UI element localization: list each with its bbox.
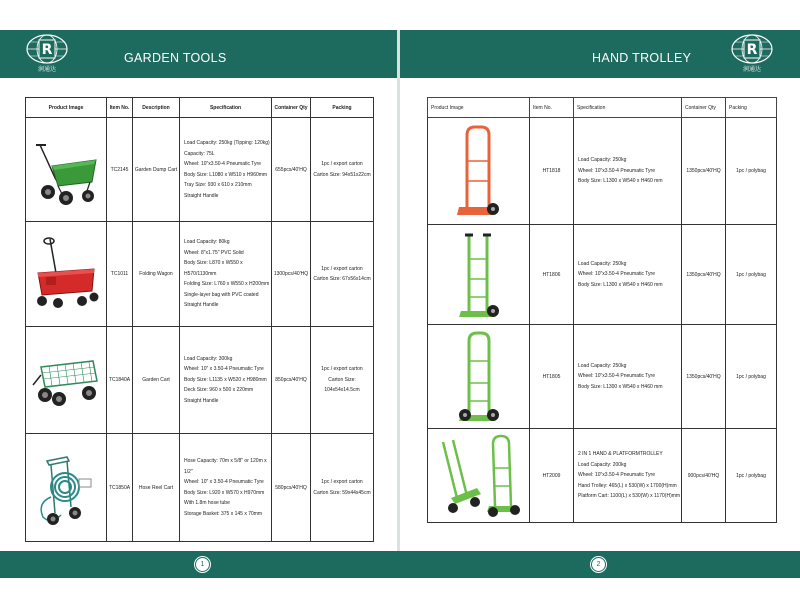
packing: 1pc / polybag (726, 429, 777, 523)
spec-line: Deck Size: 960 x 500 x 220mm (184, 387, 254, 394)
spec-line: Wheel: 10"x3.50-4 Pneumatic Tyre (578, 472, 655, 479)
packing: 1pc / polybag (726, 118, 777, 225)
green-mesh-garden-cart-image (27, 345, 105, 415)
table-row (428, 429, 777, 523)
spec-line: Body Size: L1300 x W540 x H460 mm (578, 383, 663, 390)
spec-line: Hand Trolley: 465(L) x 530(W) x 1700(H)mm (578, 482, 677, 489)
hand-trolley-table (427, 97, 777, 523)
packing-line: 1pc / export carton (321, 479, 363, 485)
table-row (26, 222, 374, 327)
green-dump-cart-image (28, 130, 104, 210)
spec-line: Straight Handle (184, 397, 219, 404)
left-logo (22, 33, 72, 75)
table-row (428, 118, 777, 225)
spec-line: Body Size: L870 x W550 x H570/1130mm (184, 260, 243, 277)
container-qty: 850pcs/40'HQ (272, 327, 311, 434)
spec-line: Wheel: 10" x 3.50-4 Pneumatic Tyre (184, 479, 264, 485)
spec-line: Hose Capacity: 70m x 5/8" or 120m x 1/2" (184, 458, 267, 475)
packing-line: Carton Size: 94x51x22cm (313, 171, 371, 178)
globe-logo-icon (727, 33, 777, 65)
description: Garden Cart (133, 327, 180, 434)
packing-line: Carton Size: 104x54x14.5cm (324, 376, 360, 394)
hose-reel-cart-image (31, 447, 101, 529)
product-image-cell (428, 325, 530, 429)
specification (574, 429, 682, 523)
col-header: Product Image (26, 98, 107, 118)
spec-line: Body Size: L1300 x W540 x H460 mm (578, 281, 663, 288)
container-qty: 655pcs/40'HQ (272, 118, 311, 222)
specification (180, 118, 272, 222)
page-number-left: 1 (195, 557, 210, 572)
spec-line: Load Capacity: 200kg (578, 461, 627, 468)
container-qty: 1350pcs/40'HQ (682, 118, 726, 225)
container-qty: 580pcs/40'HQ (272, 434, 311, 542)
container-qty: 1350pcs/40'HQ (682, 225, 726, 325)
specification (574, 118, 682, 225)
page-gutter (397, 30, 400, 578)
page-title-hand-trolley: HAND TROLLEY (592, 51, 692, 65)
spec-line: Capacity: 75L (184, 150, 215, 157)
logo-text: 润通达 (742, 66, 761, 73)
spec-line: Platform Cart: 1100(L) x 530(W) x 1170(H)mm (578, 493, 681, 500)
packing-line: 1pc / export carton (321, 366, 363, 373)
table-row (26, 434, 374, 542)
item-number: TC1850A (107, 434, 133, 542)
spec-line: 2 IN 1 HAND & PLATFORMTROLLEY (578, 451, 663, 458)
col-header: Specification (574, 98, 682, 118)
packing-line: 1pc / export carton (321, 161, 363, 167)
packing (311, 222, 374, 327)
container-qty: 1300pcs/40'HQ (272, 222, 311, 327)
spec-line: Tray Size: 930 x 610 x 210mm (184, 182, 252, 188)
specification (180, 327, 272, 434)
svg-text:R: R (41, 42, 53, 58)
product-image-cell (428, 225, 530, 325)
spec-line: Wheel: 10"x3.50-4 Pneumatic Tyre (578, 373, 655, 380)
item-number: TC2145 (107, 118, 133, 222)
logo-text: 润通达 (37, 66, 56, 73)
right-logo (727, 33, 777, 75)
spec-line: Load Capacity: 250kg (578, 260, 627, 267)
product-image-cell (428, 118, 530, 225)
product-image-cell (26, 434, 107, 542)
spec-line: With 1.8m hose tube (184, 500, 230, 506)
footer-band (0, 551, 800, 578)
packing-line: 1pc / export carton (321, 265, 363, 272)
spec-line: Single-layer bag with PVC coated (184, 291, 259, 298)
col-header: Packing (726, 98, 777, 118)
product-image-cell (26, 327, 107, 434)
page-title-garden-tools: GARDEN TOOLS (124, 51, 227, 65)
product-image-cell (26, 118, 107, 222)
table-header-row (428, 98, 777, 118)
col-header: Packing (311, 98, 374, 118)
item-number: HT2009 (530, 429, 574, 523)
spec-line: Wheel: 10"x3.50-4 Pneumatic Tyre (578, 271, 655, 278)
product-image-cell (428, 429, 530, 523)
packing: 1pc / polybag (726, 325, 777, 429)
spec-line: Load Capacity: 250kg (578, 362, 627, 369)
spec-line: Wheel: 10" x 3.50-4 Pneumatic Tyre (184, 366, 264, 373)
description: Garden Dump Cart (133, 118, 180, 222)
table-row (26, 118, 374, 222)
col-header: Item No. (107, 98, 133, 118)
green-p-handle-truck-image (449, 329, 509, 425)
specification (574, 325, 682, 429)
table-row (428, 325, 777, 429)
orange-hand-truck-image (449, 121, 509, 221)
garden-tools-table (25, 97, 374, 542)
col-header: Item No. (530, 98, 574, 118)
packing-line: Carton Size: 59x44x45cm (313, 489, 371, 496)
page-number-right: 2 (591, 557, 606, 572)
svg-text:R: R (746, 42, 758, 58)
product-image-cell (26, 222, 107, 327)
spec-line: Wheel: 10"x3.50-4 Pneumatic Tyre (578, 167, 655, 174)
2-in-1-trolley-image (431, 432, 527, 520)
col-header: Specification (180, 98, 272, 118)
description: Hose Reel Cart (133, 434, 180, 542)
spec-line: Body Size: L1135 x W520 x H980mm (184, 376, 267, 383)
item-number: TC1011 (107, 222, 133, 327)
spec-line: Load Capacity: 300kg (184, 355, 233, 362)
item-number: HT1806 (530, 225, 574, 325)
packing-line: Carton Size: 67x56x14cm (313, 276, 371, 282)
spec-line: Body Size: L1300 x W540 x H460 mm (578, 178, 663, 185)
container-qty: 1350pcs/40'HQ (682, 325, 726, 429)
spec-line: Straight Handle (184, 192, 219, 199)
spec-line: Load Capacity: 80kg (184, 239, 230, 246)
packing: 1pc / polybag (726, 225, 777, 325)
col-header: Product Image (428, 98, 530, 118)
green-hand-truck-image (449, 229, 509, 321)
table-row (428, 225, 777, 325)
item-number: TC1840A (107, 327, 133, 434)
table-row (26, 327, 374, 434)
red-folding-wagon-image (28, 233, 104, 315)
packing (311, 327, 374, 434)
specification (574, 225, 682, 325)
item-number: HT1805 (530, 325, 574, 429)
spec-line: Load Capacity: 250kg (Tipping: 120kg) (184, 140, 270, 146)
col-header: Container Qty (682, 98, 726, 118)
packing (311, 118, 374, 222)
col-header: Description (133, 98, 180, 118)
spec-line: Wheel: 10"x3.50-4 Pneumatic Tyre (184, 161, 261, 167)
specification (180, 434, 272, 542)
spec-line: Wheel: 8"x1.75" PVC Solid (184, 249, 244, 256)
globe-logo-icon (22, 33, 72, 65)
spec-line: Body Size: L1080 x W510 x H960mm (184, 171, 268, 178)
container-qty: 900pcs/40'HQ (682, 429, 726, 523)
specification (180, 222, 272, 327)
item-number: HT1818 (530, 118, 574, 225)
table-header-row (26, 98, 374, 118)
spec-line: Straight Handle (184, 302, 219, 309)
spec-line: Folding Size: L760 x W550 x H200mm (184, 281, 270, 288)
spec-line: Storage Basket: 375 x 145 x 70mm (184, 510, 263, 517)
col-header: Container Qty (272, 98, 311, 118)
packing (311, 434, 374, 542)
description: Folding Wagon (133, 222, 180, 327)
spec-line: Load Capacity: 250kg (578, 157, 627, 164)
spec-line: Body Size: L920 x W570 x H970mm (184, 489, 265, 496)
